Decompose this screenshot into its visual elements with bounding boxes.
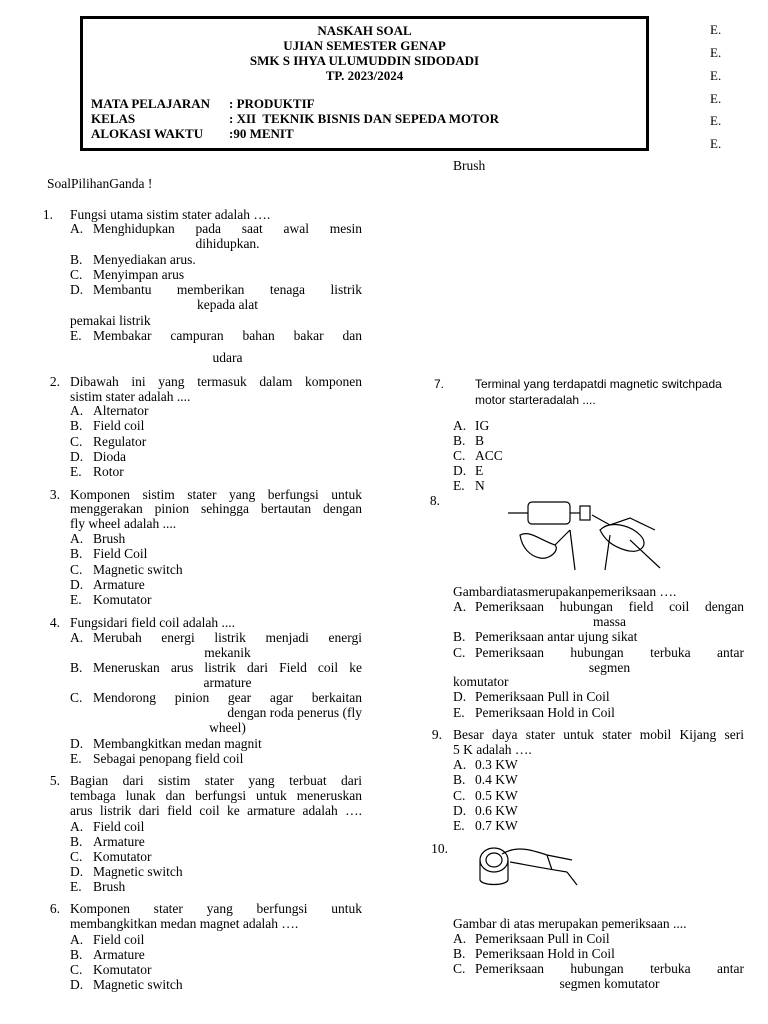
option-letter: B. [70, 660, 83, 675]
option-text-cont: komutator [453, 674, 509, 689]
option-letter: E. [453, 478, 465, 493]
option-letter: A. [453, 599, 467, 614]
subject-value: : PRODUKTIF [229, 96, 315, 111]
question-number: 8. [429, 493, 440, 508]
option-text-cont: segmen komutator [559, 976, 660, 991]
section-title: SoalPilihanGanda ! [47, 176, 153, 191]
option-text-cont: massa [593, 614, 626, 629]
option-letter: E. [70, 592, 82, 607]
option-letter: D. [453, 689, 467, 704]
right-option-e: E. [710, 45, 722, 60]
option-text: Meneruskan arus listrik dari Field coil ke [93, 660, 362, 675]
time-value: :90 MENIT [229, 126, 294, 141]
option-text: ACC [475, 448, 503, 463]
right-option-e: E. [710, 22, 722, 37]
option-letter: D. [70, 577, 84, 592]
option-letter: D. [70, 977, 84, 992]
option-letter: C. [70, 849, 83, 864]
header-exam-name: UJIAN SEMESTER GENAP [283, 38, 446, 53]
question-number: 6. [49, 901, 60, 916]
option-letter: B. [70, 546, 83, 561]
question-text-cont: menggerakan pinion sehingga bertautan dengan [70, 501, 362, 516]
header-title: NASKAH SOAL [317, 23, 412, 38]
question-text: Besar daya stater untuk stater mobil Kijang seri [453, 727, 744, 742]
option-text: Brush [93, 531, 126, 546]
option-text: Pemeriksaan hubungan field coil dengan [475, 599, 744, 614]
option-text: Pemeriksaan hubungan terbuka antar [475, 645, 744, 660]
option-text: Pemeriksaan Pull in Coil [475, 689, 610, 704]
option-text: Pemeriksaan Pull in Coil [475, 931, 610, 946]
option-text: Menghidupkan pada saat awal mesin [93, 221, 362, 236]
option-text: Pemeriksaan Hold in Coil [475, 946, 615, 961]
question-text-cont: motor starteradalah .... [475, 393, 596, 407]
option-letter: B. [70, 418, 83, 433]
question-text: Fungsi utama sistim stater adalah …. [70, 207, 271, 222]
option-letter: E. [70, 879, 82, 894]
option-letter: B. [453, 433, 466, 448]
option-text: Pemeriksaan antar ujung sikat [475, 629, 638, 644]
right-option-e: E. [710, 113, 722, 128]
right-option-e: E. [710, 91, 722, 106]
option-letter: B. [453, 772, 466, 787]
class-value: : XII TEKNIK BISNIS DAN SEPEDA MOTOR [229, 111, 500, 126]
header-school: SMK S IHYA ULUMUDDIN SIDODADI [249, 53, 480, 68]
option-letter: C. [70, 267, 83, 282]
option-letter: E. [70, 464, 82, 479]
header-class-row [91, 111, 499, 126]
right-option-e: E. [710, 68, 722, 83]
option-letter: C. [70, 434, 83, 449]
option-text: Rotor [93, 464, 124, 479]
option-letter: D. [70, 736, 84, 751]
question-text: Komponen stater yang berfungsi untuk [70, 901, 362, 916]
option-text: Field Coil [93, 546, 148, 561]
coil-test-illustration [472, 840, 582, 892]
option-text-cont: udara [212, 350, 243, 365]
option-text-cont: kepada alat [196, 297, 259, 312]
question-number: 1. [42, 207, 53, 222]
header-year: TP. 2023/2024 [325, 68, 404, 83]
question-text: Bagian dari sistim stater yang terbuat dari [70, 773, 362, 788]
option-letter: A. [70, 630, 84, 645]
option-text-cont: segmen [588, 660, 631, 675]
option-letter: B. [453, 946, 466, 961]
time-label: ALOKASI WAKTU [91, 126, 204, 141]
question-text-cont: 5 K adalah …. [453, 742, 532, 757]
option-text-cont: mekanik [204, 645, 251, 660]
question-number: 5. [49, 773, 60, 788]
option-text-cont: pemakai listrik [70, 313, 151, 328]
class-label: KELAS [91, 111, 136, 126]
option-text: Magnetic switch [93, 977, 183, 992]
option-letter: B. [453, 629, 466, 644]
question-text-cont: tembaga lunak dan berfungsi untuk meneruskan [70, 788, 362, 803]
option-letter: D. [70, 282, 84, 297]
header-time-row [91, 126, 294, 141]
question-text: Fungsidari field coil adalah .... [70, 615, 235, 630]
option-letter: C. [453, 788, 466, 803]
option-text: Dioda [93, 449, 126, 464]
option-text: B [475, 433, 485, 448]
option-text: 0.3 KW [475, 757, 518, 772]
option-text: Mendorong pinion gear agar berkaitan [93, 690, 362, 705]
question-text: Dibawah ini yang termasuk dalam komponen [70, 374, 362, 389]
option-text: Komutator [93, 962, 152, 977]
option-text-cont: dihidupkan. [195, 236, 260, 251]
option-text: E [475, 463, 484, 478]
option-letter: C. [453, 645, 466, 660]
option-letter: C. [70, 562, 83, 577]
option-letter: E. [453, 705, 465, 720]
question-text-cont: fly wheel adalah .... [70, 516, 177, 531]
question-number: 9. [431, 727, 442, 742]
option-letter: C. [453, 961, 466, 976]
brush-label: Brush [453, 158, 486, 173]
question-text-cont: membangkitkan medan magnet adalah …. [70, 916, 299, 931]
option-text: Membantu memberikan tenaga listrik [93, 282, 362, 297]
question-text: Gambar di atas merupakan pemeriksaan .... [453, 916, 687, 931]
subject-label: MATA PELAJARAN [91, 96, 211, 111]
option-text: Armature [93, 834, 145, 849]
question-number: 7. [433, 377, 444, 391]
option-text: Komutator [93, 849, 152, 864]
option-text: Armature [93, 577, 145, 592]
option-letter: A. [70, 221, 84, 236]
option-text-cont: wheel) [209, 720, 246, 735]
question-text-cont: sistim stater adalah .... [70, 389, 191, 404]
option-text: N [475, 478, 485, 493]
option-text: IG [475, 418, 490, 433]
option-letter: C. [453, 448, 466, 463]
option-letter: A. [70, 932, 84, 947]
option-text: Membangkitkan medan magnit [93, 736, 262, 751]
option-text: Pemeriksaan hubungan terbuka antar [475, 961, 744, 976]
option-text-cont: dengan roda penerus (fly [227, 705, 362, 720]
option-text: Field coil [93, 819, 145, 834]
option-letter: C. [70, 962, 83, 977]
question-number: 2. [49, 374, 60, 389]
option-text: Magnetic switch [93, 562, 183, 577]
header-subject-row [91, 96, 315, 111]
option-text: Brush [93, 879, 126, 894]
option-text: Field coil [93, 418, 145, 433]
option-letter: A. [70, 403, 84, 418]
option-text: Regulator [93, 434, 147, 449]
option-text: 0.7 KW [475, 818, 518, 833]
option-text: 0.4 KW [475, 772, 518, 787]
option-letter: A. [453, 931, 467, 946]
option-letter: E. [70, 751, 82, 766]
option-text: Armature [93, 947, 145, 962]
option-letter: C. [70, 690, 83, 705]
option-text: Sebagai penopang field coil [93, 751, 244, 766]
question-number: 4. [49, 615, 60, 630]
option-text: Pemeriksaan Hold in Coil [475, 705, 615, 720]
option-letter: D. [70, 449, 84, 464]
question-text-cont: arus listrik dari field coil ke armature adalah …. [70, 803, 362, 818]
question-text: Komponen sistim stater yang berfungsi untuk [70, 487, 362, 502]
option-text-cont: armature [203, 675, 252, 690]
option-text: Menyediakan arus. [93, 252, 196, 267]
option-text: Field coil [93, 932, 145, 947]
option-letter: B. [70, 947, 83, 962]
option-letter: A. [453, 418, 467, 433]
question-number: 3. [49, 487, 60, 502]
option-letter: A. [70, 531, 84, 546]
question-text: Terminal yang terdapatdi magnetic switchpada [475, 377, 722, 391]
option-text: Komutator [93, 592, 152, 607]
option-letter: E. [70, 328, 82, 343]
option-letter: D. [70, 864, 84, 879]
exam-header-box [80, 16, 649, 151]
option-letter: D. [453, 803, 467, 818]
option-letter: D. [453, 463, 467, 478]
option-letter: E. [453, 818, 465, 833]
option-letter: A. [70, 819, 84, 834]
option-text: Merubah energi listrik menjadi energi [93, 630, 362, 645]
question-text: Gambardiatasmerupakanpemeriksaan …. [453, 584, 677, 599]
option-text: 0.5 KW [475, 788, 518, 803]
option-letter: B. [70, 252, 83, 267]
option-text: 0.6 KW [475, 803, 518, 818]
option-text: Menyimpan arus [93, 267, 185, 282]
question-number: 10. [431, 841, 448, 856]
option-letter: A. [453, 757, 467, 772]
option-text: Alternator [93, 403, 149, 418]
right-option-e: E. [710, 136, 722, 151]
option-text: Magnetic switch [93, 864, 183, 879]
commutator-test-illustration [500, 490, 665, 575]
option-text: Membakar campuran bahan bakar dan [93, 328, 362, 343]
option-letter: B. [70, 834, 83, 849]
